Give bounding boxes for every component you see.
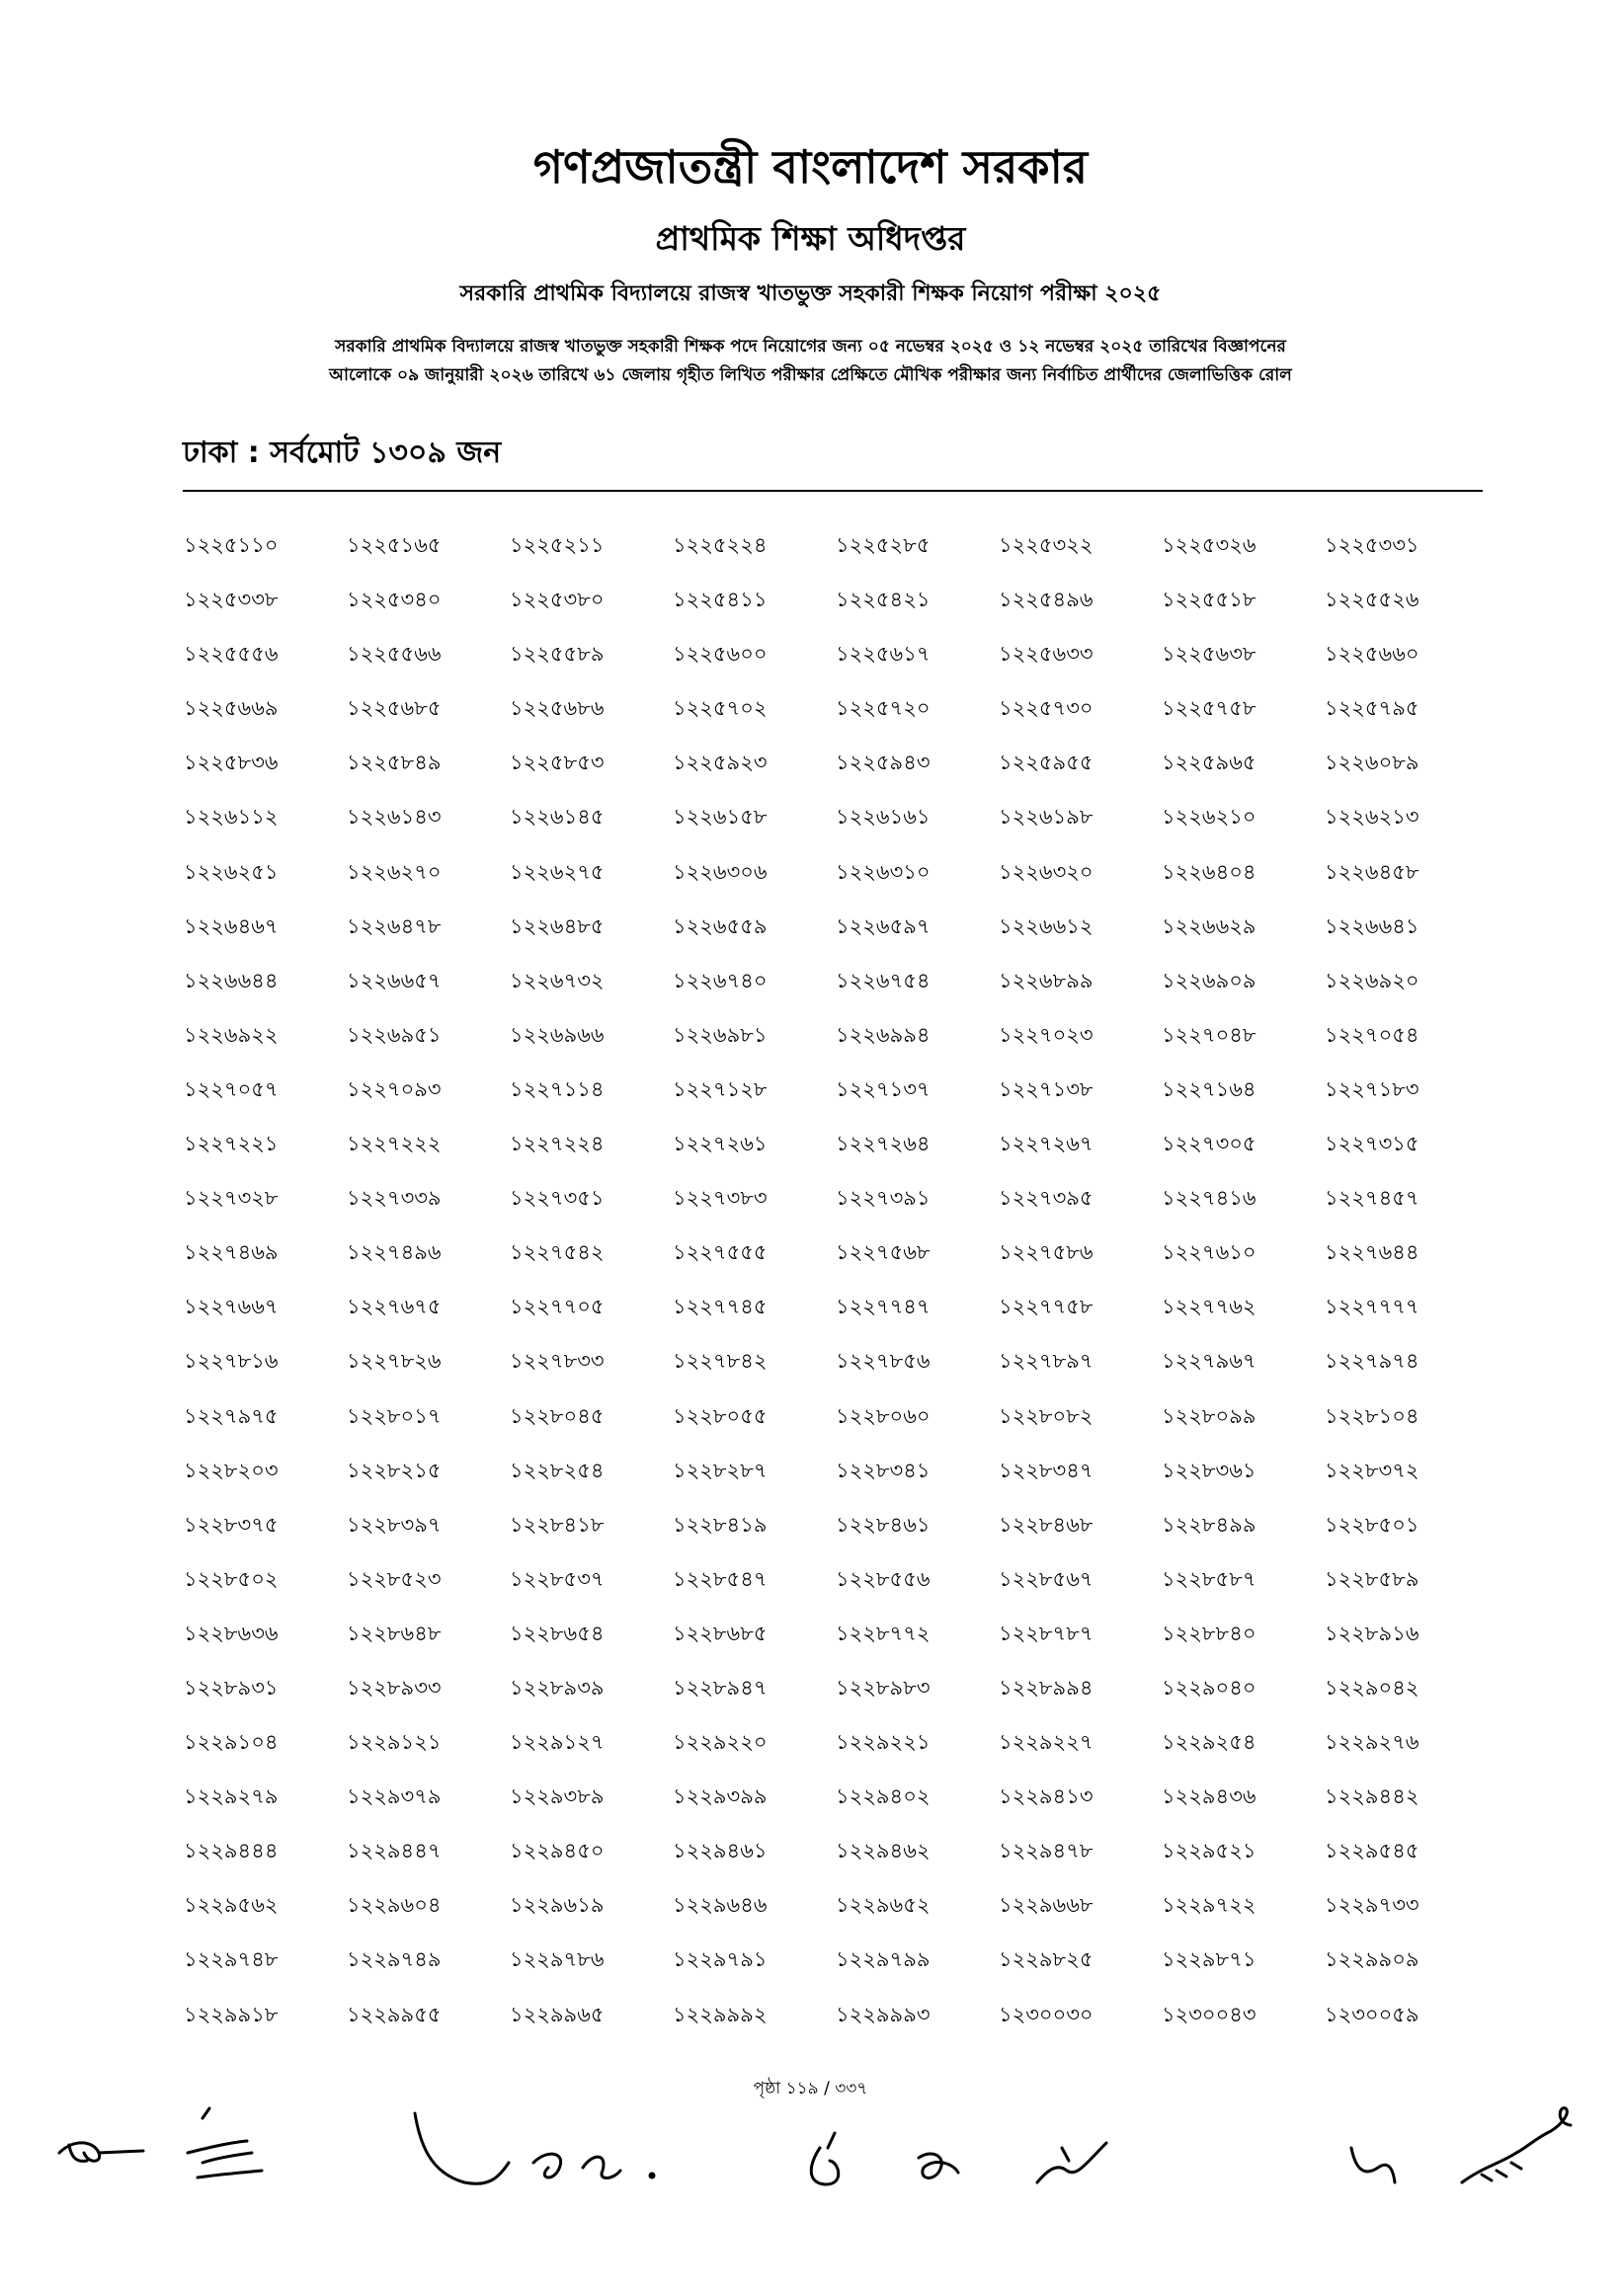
roll-number-cell: ১২৩০০৪৩ (1162, 2002, 1256, 2026)
roll-number-cell: ১২২৫৭০২ (673, 696, 768, 721)
roll-number-cell: ১২২৫৫৫৬ (184, 642, 279, 667)
roll-number-cell: ১২২৯৯৯২ (673, 2002, 768, 2026)
roll-number-cell: ১২২৭৪৫৭ (1325, 1186, 1419, 1211)
roll-number-cell: ১২২৮৫৮৯ (1325, 1566, 1419, 1591)
roll-number-cell: ১২২৭৫৫৫ (673, 1240, 768, 1265)
roll-number-cell: ১২২৬৫৯৭ (836, 913, 931, 938)
roll-number-cell: ১২২৯৯৬৫ (510, 2002, 605, 2026)
roll-number-cell: ১২২৮৫৬৭ (999, 1566, 1094, 1591)
roll-number-cell: ১২২৭৩৮৩ (673, 1186, 768, 1211)
roll-number-cell: ১২২৬৬৫৭ (347, 968, 442, 992)
roll-number-cell: ১২২৯১০৪ (184, 1730, 279, 1755)
roll-number-cell: ১২২৮৪৬৮ (999, 1512, 1094, 1537)
district-heading: ঢাকা : সর্বমোট ১৩০৯ জন (183, 435, 502, 470)
roll-number-cell: ১২২৬৩১০ (836, 859, 931, 884)
roll-number-cell: ১২২৮২১৫ (347, 1458, 442, 1482)
roll-number-cell: ১২২৭৮১৬ (184, 1349, 279, 1374)
roll-number-cell: ১২২৫১৬৫ (347, 533, 442, 557)
roll-number-cell: ১২২৯৪৬১ (673, 1839, 768, 1863)
roll-number-cell: ১২২৭৩৯৫ (999, 1186, 1094, 1211)
roll-number-cell: ১২২৯৯৫৫ (347, 2002, 442, 2026)
roll-number-cell: ১২২৯৪৪৪ (184, 1839, 279, 1863)
exam-title: সরকারি প্রাথমিক বিদ্যালয়ে রাজস্ব খাতভুক্ত সহকারী শিক্ষক নিয়োগ পরীক্ষা ২০২৫ (459, 281, 1162, 306)
roll-number-cell: ১২২৬১৪৩ (347, 805, 442, 830)
roll-number-cell: ১২২৬১৬১ (836, 805, 931, 830)
roll-number-cell: ১২২৬৯৬৬ (510, 1022, 605, 1047)
roll-number-cell: ১২২৫৫৮৯ (510, 642, 605, 667)
roll-number-cell: ১২২৯৭৪৮ (184, 1947, 279, 1972)
roll-number-cell: ১২২৬৯৮১ (673, 1022, 768, 1047)
roll-number-cell: ১২২৯৩৮৯ (510, 1784, 605, 1809)
roll-number-cell: ১২২৫২২৪ (673, 533, 768, 557)
roll-number-cell: ১২২৬০৮৯ (1325, 751, 1419, 775)
roll-number-cell: ১২২৭৫৮৬ (999, 1240, 1094, 1265)
roll-number-cell: ১২২৮৮৪০ (1162, 1621, 1256, 1645)
roll-number-cell: ১২২৯৪৬২ (836, 1839, 931, 1863)
roll-number-cell: ১২২৬২৭৫ (510, 859, 605, 884)
roll-number-cell: ১২২৬৯৫১ (347, 1022, 442, 1047)
roll-number-cell: ১২২৯৩৭৯ (347, 1784, 442, 1809)
roll-number-cell: ১২২৯৪৫০ (510, 1839, 605, 1863)
roll-number-cell: ১২২৮৯৪৭ (673, 1675, 768, 1700)
roll-number-cell: ১২২৭৪৬৯ (184, 1240, 279, 1265)
roll-number-cell: ১২২৯২২১ (836, 1730, 931, 1755)
roll-number-cell: ১২৩০০৫৯ (1325, 2002, 1419, 2026)
roll-number-cell: ১২২৭০৯৩ (347, 1076, 442, 1101)
roll-number-cell: ১২২৫৪১১ (673, 588, 768, 612)
roll-number-cell: ১২২৯৬৬৮ (999, 1893, 1094, 1918)
roll-number-cell: ১২২৭৮৩৩ (510, 1349, 605, 1374)
roll-number-cell: ১২২৭৪১৬ (1162, 1186, 1256, 1211)
roll-number-cell: ১২২৫৬৩৮ (1162, 642, 1256, 667)
roll-number-cell: ১২২৯৯১৮ (184, 2002, 279, 2026)
roll-number-cell: ১২২৬২১৩ (1325, 805, 1419, 830)
roll-number-cell: ১২২৮১০৪ (1325, 1403, 1419, 1428)
roll-number-cell: ১২২৫৮৪৯ (347, 751, 442, 775)
roll-number-cell: ১২২৯৬৪৬ (673, 1893, 768, 1918)
roll-number-cell: ১২৩০০৩০ (999, 2002, 1094, 2026)
roll-number-cell: ১২২৫৭২০ (836, 696, 931, 721)
roll-number-cell: ১২২৫২১১ (510, 533, 605, 557)
roll-number-cell: ১২২৭১৩৮ (999, 1076, 1094, 1101)
roll-number-cell: ১২২৭৬৭৫ (347, 1295, 442, 1319)
roll-number-cell: ১২২৯২২৭ (999, 1730, 1094, 1755)
signature-2 (188, 2108, 262, 2177)
roll-number-cell: ১২২৭৩০৫ (1162, 1132, 1256, 1156)
roll-number-cell: ১২২৮৯৩৩ (347, 1675, 442, 1700)
roll-number-cell: ১২২৯৪৪২ (1325, 1784, 1419, 1809)
handwritten-signatures (0, 2054, 1621, 2252)
roll-number-cell: ১২২৭১১৪ (510, 1076, 605, 1101)
roll-number-cell: ১২২৭৭৪৭ (836, 1295, 931, 1319)
roll-number-cell: ১২২৮২০৩ (184, 1458, 279, 1482)
roll-number-cell: ১২২৭৫৪২ (510, 1240, 605, 1265)
roll-number-cell: ১২২৬৬২৯ (1162, 913, 1256, 938)
roll-number-cell: ১২২৬১৫৮ (673, 805, 768, 830)
roll-number-cell: ১২২৮০১৭ (347, 1403, 442, 1428)
roll-number-cell: ১২২৯৭২২ (1162, 1893, 1256, 1918)
roll-number-cell: ১২২৬১১২ (184, 805, 279, 830)
roll-number-cell: ১২২৮৭৮৭ (999, 1621, 1094, 1645)
roll-number-cell: ১২২৭২৬৪ (836, 1132, 931, 1156)
roll-number-cell: ১২২৮৪১৯ (673, 1512, 768, 1537)
roll-number-cell: ১২২৬৭৩২ (510, 968, 605, 992)
roll-number-cell: ১২২৫৩৩৮ (184, 588, 279, 612)
roll-number-cell: ১২২৮৩৪১ (836, 1458, 931, 1482)
roll-number-cell: ১২২৭৪৯৬ (347, 1240, 442, 1265)
roll-number-cell: ১২২৯২৫৪ (1162, 1730, 1256, 1755)
roll-number-cell: ১২২৭১৬৪ (1162, 1076, 1256, 1101)
roll-number-cell: ১২২৫৬৬৯ (184, 696, 279, 721)
roll-number-cell: ১২২৭৮৫৬ (836, 1349, 931, 1374)
roll-number-cell: ১২২৭৭৫৮ (999, 1295, 1094, 1319)
roll-number-cell: ১২২৭৯৬৭ (1162, 1349, 1256, 1374)
roll-number-cell: ১২২৬৮৯৯ (999, 968, 1094, 992)
roll-number-cell: ১২২৫৬০০ (673, 642, 768, 667)
roll-number-cell: ১২২৬৪৭৮ (347, 913, 442, 938)
notice-text (148, 333, 1473, 390)
roll-number-cell: ১২২৯৭৪৯ (347, 1947, 442, 1972)
roll-number-cell: ১২২৫৫১৮ (1162, 588, 1256, 612)
roll-number-cell: ১২২৬৭৫৪ (836, 968, 931, 992)
roll-number-cell: ১২২৫১১০ (184, 533, 279, 557)
signature-5 (1351, 2108, 1571, 2182)
roll-number-cell: ১২২৭৭৭৭ (1325, 1295, 1419, 1319)
roll-number-cell: ১২২৮৫২৩ (347, 1566, 442, 1591)
signature-4 (811, 2133, 1106, 2184)
roll-number-cell: ১২২৯৯০৯ (1325, 1947, 1419, 1972)
roll-number-cell: ১২২৭৩৩৯ (347, 1186, 442, 1211)
roll-number-cell: ১২২৮৬৮৫ (673, 1621, 768, 1645)
roll-number-cell: ১২২৮৪১৮ (510, 1512, 605, 1537)
roll-number-cell: ১২২৮৫৫৬ (836, 1566, 931, 1591)
roll-number-cell: ১২২৯৬৫২ (836, 1893, 931, 1918)
roll-number-cell: ১২২৬৯৯৪ (836, 1022, 931, 1047)
roll-number-cell: ১২২৯৮৭১ (1162, 1947, 1256, 1972)
roll-number-cell: ১২২৬৯০৯ (1162, 968, 1256, 992)
roll-number-cell: ১২২৮৫০২ (184, 1566, 279, 1591)
roll-number-cell: ১২২৭৩২৮ (184, 1186, 279, 1211)
directorate-title: প্রাথমিক শিক্ষা অধিদপ্তর (655, 219, 966, 258)
roll-number-cell: ১২২৯২২০ (673, 1730, 768, 1755)
roll-number-cell: ১২২৭০৫৭ (184, 1076, 279, 1101)
roll-number-cell: ১২২৭৯৭৪ (1325, 1349, 1419, 1374)
roll-number-cell: ১২২৮০৯৯ (1162, 1403, 1256, 1428)
roll-number-cell: ১২২৮৬৫৪ (510, 1621, 605, 1645)
roll-number-cell: ১২২৮৪৬১ (836, 1512, 931, 1537)
notice-line-2: আলোকে ০৯ জানুয়ারী ২০২৬ তারিখে ৬১ জেলায় গৃহীত লিখিত পরীক্ষার প্রেক্ষিতে মৌখিক পরীক্ষার জন্য নির্বাচিত প্রার্থীদের জেলাভিত্তিক রোল (329, 365, 1292, 385)
roll-number-cell: ১২২৫৭৯৫ (1325, 696, 1419, 721)
roll-number-cell: ১২২৯৫৪৫ (1325, 1839, 1419, 1863)
roll-number-cell: ১২২৮৯১৬ (1325, 1621, 1419, 1645)
roll-number-cell: ১২২৯৭৯৯ (836, 1947, 931, 1972)
government-title: গণপ্রজাতন্ত্রী বাংলাদেশ সরকার (532, 140, 1089, 194)
roll-number-cell: ১২২৫৯৫৫ (999, 751, 1094, 775)
roll-number-cell: ১২২৮৩৪৭ (999, 1458, 1094, 1482)
roll-number-cell: ১২২৫৪২১ (836, 588, 931, 612)
roll-number-cell: ১২২৯৬০৪ (347, 1893, 442, 1918)
roll-number-cell: ১২২৮৯৯৪ (999, 1675, 1094, 1700)
roll-number-cell: ১২২৫৩৩১ (1325, 533, 1419, 557)
roll-number-cell: ১২২৮০৫৫ (673, 1403, 768, 1428)
roll-number-cell: ১২২৮৯৩১ (184, 1675, 279, 1700)
roll-number-cell: ১২২৮৫৪৭ (673, 1566, 768, 1591)
roll-number-cell: ১২২৭৬১০ (1162, 1240, 1256, 1265)
roll-number-cell: ১২২৭৯৭৫ (184, 1403, 279, 1428)
roll-number-cell: ১২২৭২২১ (184, 1132, 279, 1156)
roll-number-cell: ১২২৯২৭৯ (184, 1784, 279, 1809)
roll-number-cell: ১২২৮৫৮৭ (1162, 1566, 1256, 1591)
roll-number-cell: ১২২৯৪৪৭ (347, 1839, 442, 1863)
roll-number-cell: ১২২৬৭৪০ (673, 968, 768, 992)
roll-number-cell: ১২২৯৭৯১ (673, 1947, 768, 1972)
roll-number-cell: ১২২৯৪০২ (836, 1784, 931, 1809)
roll-number-cell: ১২২৭৭৪৫ (673, 1295, 768, 1319)
roll-number-cell: ১২২৫৯৬৫ (1162, 751, 1256, 775)
roll-number-cell: ১২২৮০৪৫ (510, 1403, 605, 1428)
roll-number-cell: ১২২৭৭৬২ (1162, 1295, 1256, 1319)
roll-number-cell: ১২২৬৬৪৪ (184, 968, 279, 992)
roll-number-cell: ১২২৯৫২১ (1162, 1839, 1256, 1863)
roll-number-cell: ১২২৫৬৮৫ (347, 696, 442, 721)
roll-number-cell: ১২২৭৮২৬ (347, 1349, 442, 1374)
roll-number-cell: ১২২৭৩১৫ (1325, 1132, 1419, 1156)
roll-number-cell: ১২২৭৬৪৪ (1325, 1240, 1419, 1265)
roll-number-cell: ১২২৭২২২ (347, 1132, 442, 1156)
roll-number-cell: ১২২৫৭৫৮ (1162, 696, 1256, 721)
roll-number-cell: ১২২৮৯৩৯ (510, 1675, 605, 1700)
roll-number-cell: ১২২৫৩২২ (999, 533, 1094, 557)
roll-number-cell: ১২২৫৬১৭ (836, 642, 931, 667)
roll-number-cell: ১২২৯৭৮৬ (510, 1947, 605, 1972)
roll-number-cell: ১২২৭২২৪ (510, 1132, 605, 1156)
roll-number-cell: ১২২৮২৫৪ (510, 1458, 605, 1482)
roll-number-cell: ১২২৫৮৩৬ (184, 751, 279, 775)
signatures-area (0, 2054, 1621, 2252)
roll-number-cell: ১২২৬৬৪১ (1325, 913, 1419, 938)
roll-number-cell: ১২২৯১২১ (347, 1730, 442, 1755)
roll-number-cell: ১২২৭০৪৮ (1162, 1022, 1256, 1047)
roll-number-cell: ১২২৮৭৭২ (836, 1621, 931, 1645)
signature-1 (59, 2143, 143, 2162)
roll-number-cell: ১২২৭৮৯৭ (999, 1349, 1094, 1374)
roll-number-cell: ১২২৬৪৮৫ (510, 913, 605, 938)
roll-number-cell: ১২২৭২৬৭ (999, 1132, 1094, 1156)
roll-number-cell: ১২২৬৫৫৯ (673, 913, 768, 938)
roll-number-cell: ১২২৫৬৩৩ (999, 642, 1094, 667)
roll-number-cell: ১২২৭২৬১ (673, 1132, 768, 1156)
roll-number-cell: ১২২৬৯২২ (184, 1022, 279, 1047)
roll-number-cell: ১২২৬৬১২ (999, 913, 1094, 938)
page-number: পৃষ্ঠা ১১৯ / ৩৩৭ (753, 2079, 868, 2098)
roll-number-cell: ১২২৫৬৮৬ (510, 696, 605, 721)
roll-number-cell: ১২২৯২৭৬ (1325, 1730, 1419, 1755)
roll-number-cell: ১২২৭৩৯১ (836, 1186, 931, 1211)
roll-number-cell: ১২২৬৩০৬ (673, 859, 768, 884)
roll-number-cell: ১২২৫২৮৫ (836, 533, 931, 557)
roll-number-table (184, 529, 1488, 2053)
roll-number-cell: ১২২৬৪০৪ (1162, 859, 1256, 884)
roll-number-cell: ১২২৫৩২৬ (1162, 533, 1256, 557)
roll-number-cell: ১২২৯৫৬২ (184, 1893, 279, 1918)
roll-number-cell: ১২২৬২১০ (1162, 805, 1256, 830)
roll-number-cell: ১২২৫৭৩০ (999, 696, 1094, 721)
roll-number-cell: ১২২৯৭৩৩ (1325, 1893, 1419, 1918)
roll-number-cell: ১২২৮৩৬১ (1162, 1458, 1256, 1482)
roll-number-cell: ১২২৫৬৬০ (1325, 642, 1419, 667)
roll-number-cell: ১২২৬২৭০ (347, 859, 442, 884)
signature-3 (415, 2113, 654, 2183)
roll-number-cell: ১২২৮৪৯৯ (1162, 1512, 1256, 1537)
roll-number-cell: ১২২৫৪৯৬ (999, 588, 1094, 612)
roll-number-cell: ১২২৭৩৫১ (510, 1186, 605, 1211)
roll-number-cell: ১২২৯৬১৯ (510, 1893, 605, 1918)
roll-number-cell: ১২২৭০৫৪ (1325, 1022, 1419, 1047)
roll-number-cell: ১২২৯৪৭৮ (999, 1839, 1094, 1863)
roll-number-cell: ১২২৮৫৩৭ (510, 1566, 605, 1591)
notice-line-1: সরকারি প্রাথমিক বিদ্যালয়ে রাজস্ব খাতভুক্ত সহকারী শিক্ষক পদে নিয়োগের জন্য ০৫ নভেম্বর ২০২৫ ও ১২ নভেম্বর ২০২৫ তারিখের বিজ্ঞাপনের (335, 337, 1286, 356)
roll-number-cell: ১২২৫৩৮০ (510, 588, 605, 612)
roll-number-cell: ১২২৫৩৪০ (347, 588, 442, 612)
roll-number-cell: ১২২৯০৪২ (1325, 1675, 1419, 1700)
roll-number-cell: ১২২৭১৮৩ (1325, 1076, 1419, 1101)
roll-number-cell: ১২২৬১৯৮ (999, 805, 1094, 830)
roll-number-cell: ১২২৭৮৪২ (673, 1349, 768, 1374)
heading-divider (183, 490, 1483, 492)
roll-number-cell: ১২২৬৯২০ (1325, 968, 1419, 992)
roll-number-cell: ১২২৬৪৬৭ (184, 913, 279, 938)
roll-number-cell: ১২২৮৫০১ (1325, 1512, 1419, 1537)
roll-number-cell: ১২২৯৯৯৩ (836, 2002, 931, 2026)
roll-number-cell: ১২২৯৪৩৬ (1162, 1784, 1256, 1809)
roll-number-cell: ১২২৫৮৫৩ (510, 751, 605, 775)
roll-number-cell: ১২২৮৩৭৫ (184, 1512, 279, 1537)
roll-number-cell: ১২২৭১৩৭ (836, 1076, 931, 1101)
roll-number-cell: ১২২৫৯২৩ (673, 751, 768, 775)
roll-number-cell: ১২২৬১৪৫ (510, 805, 605, 830)
roll-number-cell: ১২২৮০৮২ (999, 1403, 1094, 1428)
roll-number-cell: ১২২৭১২৮ (673, 1076, 768, 1101)
roll-number-cell: ১২২৮৬৪৮ (347, 1621, 442, 1645)
roll-number-cell: ১২২৯৩৯৯ (673, 1784, 768, 1809)
roll-number-cell: ১২২৭৭০৫ (510, 1295, 605, 1319)
roll-number-cell: ১২২৯৮২৫ (999, 1947, 1094, 1972)
roll-number-cell: ১২২৮৬৩৬ (184, 1621, 279, 1645)
roll-number-cell: ১২২৯১২৭ (510, 1730, 605, 1755)
roll-number-cell: ১২২৮০৬০ (836, 1403, 931, 1428)
roll-number-cell: ১২২৫৫২৬ (1325, 588, 1419, 612)
roll-number-cell: ১২২৮৯৮৩ (836, 1675, 931, 1700)
roll-number-cell: ১২২৬২৫১ (184, 859, 279, 884)
roll-number-cell: ১২২৯০৪০ (1162, 1675, 1256, 1700)
roll-number-cell: ১২২৯৪১৩ (999, 1784, 1094, 1809)
roll-number-cell: ১২২৫৫৬৬ (347, 642, 442, 667)
roll-number-cell: ১২২৭৫৬৮ (836, 1240, 931, 1265)
roll-number-cell: ১২২৫৯৪৩ (836, 751, 931, 775)
roll-number-cell: ১২২৭০২৩ (999, 1022, 1094, 1047)
roll-number-cell: ১২২৬৩২০ (999, 859, 1094, 884)
roll-number-cell: ১২২৮২৮৭ (673, 1458, 768, 1482)
roll-number-cell: ১২২৭৬৬৭ (184, 1295, 279, 1319)
roll-number-cell: ১২২৮৩৯৭ (347, 1512, 442, 1537)
roll-number-cell: ১২২৬৪৫৮ (1325, 859, 1419, 884)
roll-number-cell: ১২২৮৩৭২ (1325, 1458, 1419, 1482)
